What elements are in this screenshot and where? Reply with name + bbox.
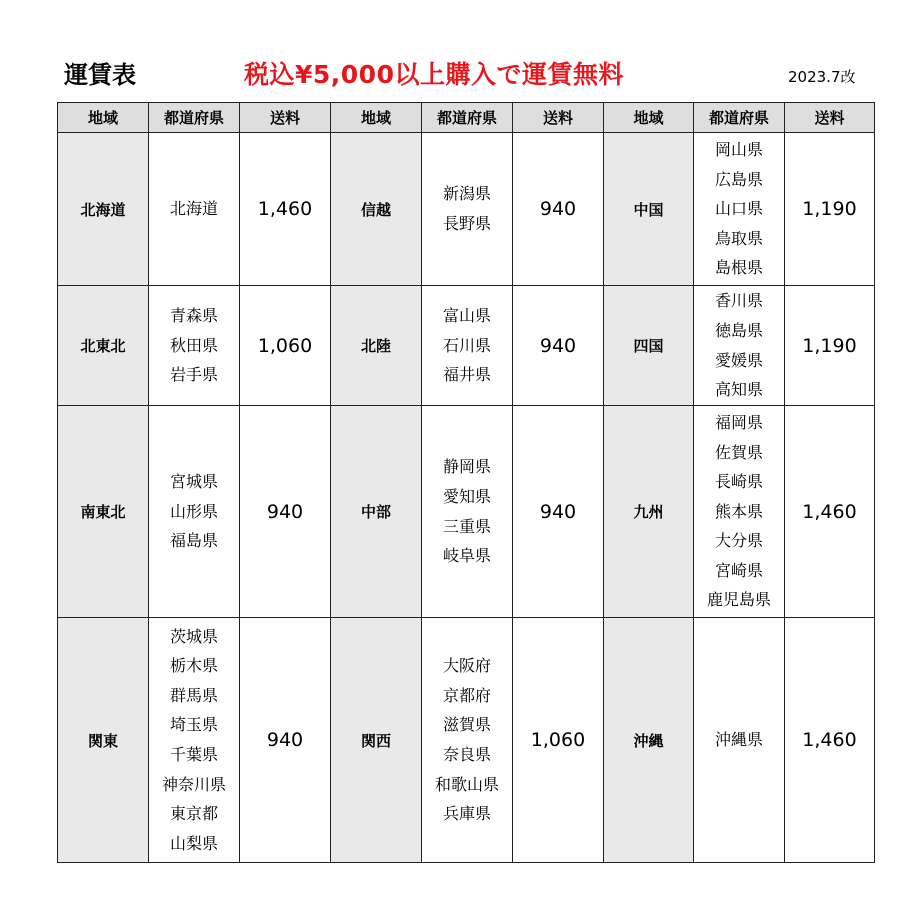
prefecture-name: 京都府 [442,685,491,705]
prefecture-list [149,133,240,286]
shipping-fee: 940 [513,286,604,406]
prefecture-name: 埼玉県 [169,715,218,735]
column-header: 地域 [604,103,694,133]
free-shipping-banner: 税込¥5,000以上購入で運賃無料 [244,60,624,89]
prefecture-name: 新潟県 [442,184,491,204]
prefecture-name: 広島県 [714,169,763,189]
region-name: 南東北 [58,406,149,618]
prefecture-name: 宮城県 [169,472,218,492]
prefecture-list [694,133,785,286]
prefecture-list [422,618,513,863]
page-title: 運賃表 [64,61,136,89]
prefecture-list [149,618,240,863]
prefecture-name: 岡山県 [714,140,763,160]
prefecture-list [149,286,240,406]
region-name: 九州 [604,406,694,618]
prefecture-name: 青森県 [169,306,218,326]
region-name: 関東 [58,618,149,863]
prefecture-name: 千葉県 [169,745,218,764]
prefecture-name: 石川県 [442,335,491,355]
prefecture-name: 東京都 [169,804,218,824]
prefecture-name: 神奈川県 [161,774,226,794]
prefecture-name: 秋田県 [169,335,218,355]
prefecture-name: 静岡県 [442,457,491,477]
prefecture-name: 栃木県 [169,656,218,676]
prefecture-name: 山形県 [169,501,218,521]
column-header: 送料 [785,103,875,133]
prefecture-name: 岐阜県 [442,546,491,566]
prefecture-name: 和歌山県 [434,774,499,794]
prefecture-list [422,286,513,406]
prefecture-name: 兵庫県 [442,804,491,824]
shipping-fee: 940 [513,406,604,618]
prefecture-name: 香川県 [714,291,763,311]
shipping-fee: 1,190 [785,286,875,406]
prefecture-name: 北海道 [169,199,218,219]
prefecture-name: 大分県 [714,531,763,551]
region-name: 関西 [331,618,422,863]
column-header: 都道府県 [694,103,785,133]
column-header: 送料 [513,103,604,133]
prefecture-name: 熊本県 [714,501,763,521]
shipping-fee: 940 [240,618,331,863]
shipping-fee: 1,190 [785,133,875,286]
prefecture-name: 滋賀県 [442,715,491,735]
prefecture-name: 鹿児島県 [706,590,771,610]
prefecture-name: 高知県 [714,380,763,400]
shipping-rate-table [57,102,875,863]
prefecture-list [694,618,785,863]
prefecture-name: 山梨県 [169,833,218,853]
prefecture-list [694,406,785,618]
prefecture-name: 三重県 [442,516,491,536]
shipping-fee: 1,060 [240,286,331,406]
shipping-fee: 1,460 [240,133,331,286]
region-name: 沖縄 [604,618,694,863]
prefecture-list [422,133,513,286]
prefecture-name: 島根県 [714,258,763,278]
region-name: 信越 [331,133,422,286]
region-name: 北海道 [58,133,149,286]
column-header: 地域 [331,103,422,133]
prefecture-name: 奈良県 [442,745,491,764]
region-name: 中国 [604,133,694,286]
prefecture-list [694,286,785,406]
table-row [58,286,875,406]
prefecture-name: 福井県 [442,365,491,385]
prefecture-list [149,406,240,618]
shipping-fee: 1,060 [513,618,604,863]
prefecture-name: 福岡県 [714,412,763,432]
column-header: 送料 [240,103,331,133]
prefecture-name: 茨城県 [169,626,218,646]
prefecture-name: 群馬県 [169,685,218,705]
region-name: 北東北 [58,286,149,406]
region-name: 北陸 [331,286,422,406]
column-header: 都道府県 [149,103,240,133]
prefecture-name: 山口県 [714,199,763,219]
region-name: 四国 [604,286,694,406]
region-name: 中部 [331,406,422,618]
prefecture-name: 愛知県 [442,486,491,506]
prefecture-name: 宮崎県 [714,560,763,580]
shipping-fee: 1,460 [785,618,875,863]
prefecture-name: 大阪府 [442,656,491,676]
prefecture-name: 愛媛県 [714,350,763,370]
revision-date: 2023.7改 [788,68,856,86]
prefecture-name: 長野県 [442,214,491,233]
prefecture-name: 沖縄県 [714,730,763,750]
column-header: 地域 [58,103,149,133]
table-row [58,406,875,618]
prefecture-list [422,406,513,618]
prefecture-name: 岩手県 [169,365,218,385]
table-row [58,618,875,863]
shipping-fee: 940 [240,406,331,618]
shipping-fee: 940 [513,133,604,286]
prefecture-name: 長崎県 [714,472,763,492]
table-header-row [58,103,875,133]
table-row [58,133,875,286]
shipping-fee: 1,460 [785,406,875,618]
column-header: 都道府県 [422,103,513,133]
prefecture-name: 佐賀県 [714,442,763,462]
prefecture-name: 鳥取県 [714,228,763,248]
prefecture-name: 福島県 [169,531,218,551]
prefecture-name: 徳島県 [714,320,763,340]
prefecture-name: 富山県 [442,306,491,326]
